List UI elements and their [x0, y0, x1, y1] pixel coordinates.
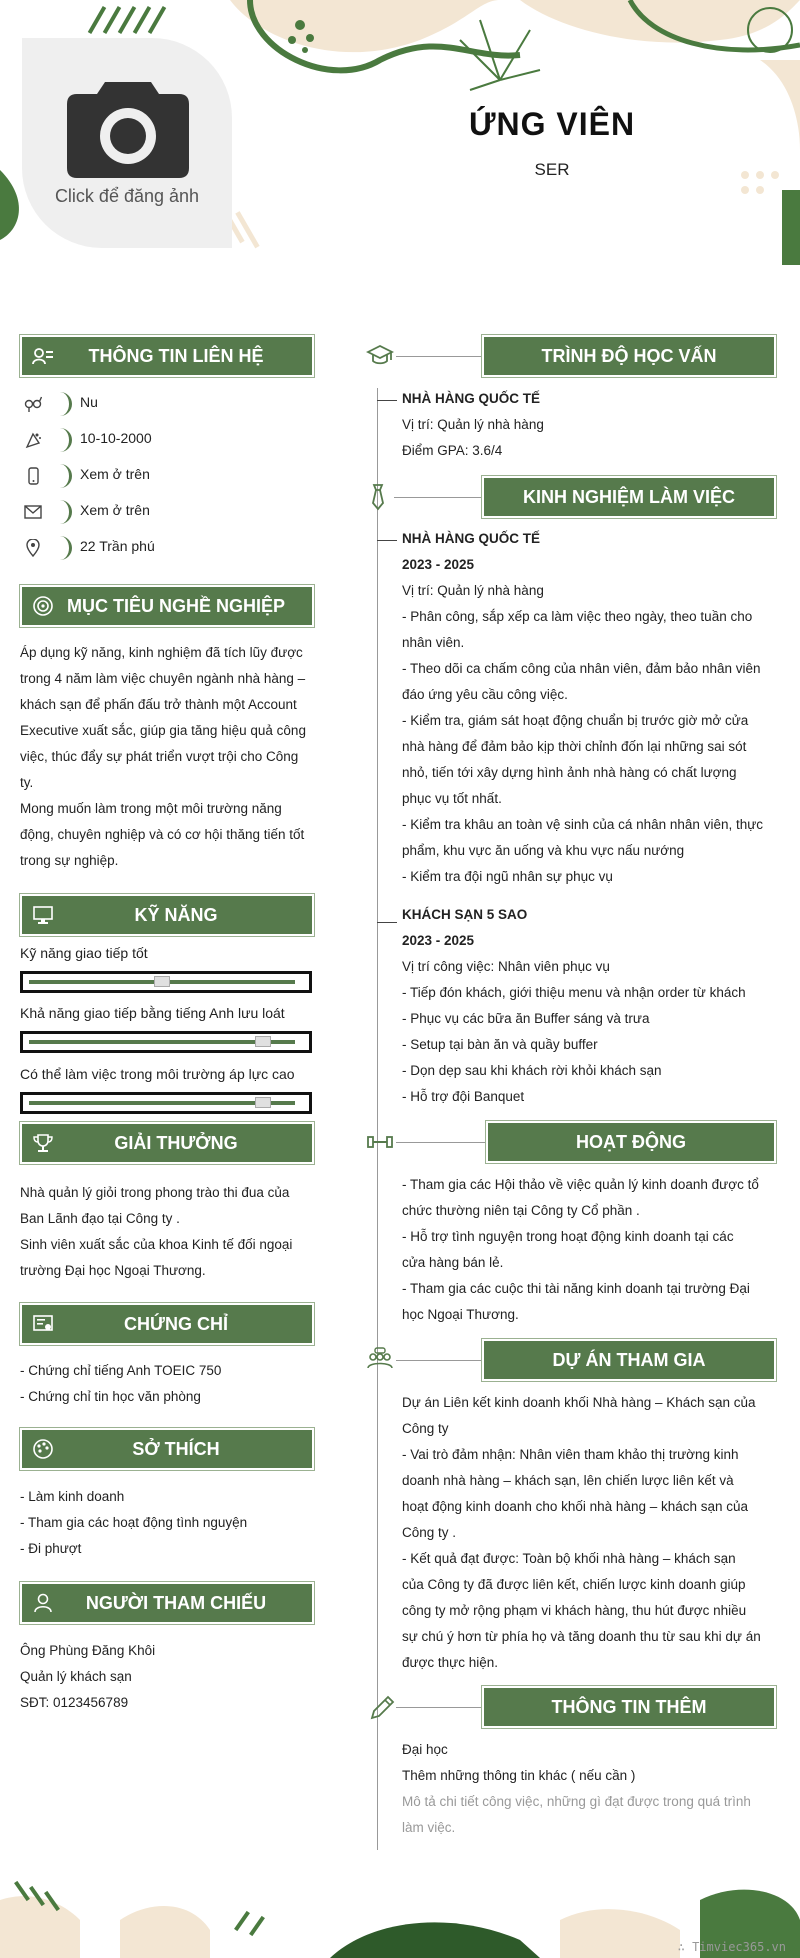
phone-icon: [24, 467, 42, 485]
hobbies-title: SỞ THÍCH: [132, 1438, 220, 1459]
activities-title: HOẠT ĐỘNG: [576, 1131, 686, 1152]
candidate-job-title[interactable]: SER: [534, 160, 570, 179]
experience-job-1[interactable]: NHÀ HÀNG QUỐC TẾ 2023 - 2025 Vị trí: Quản lý nhà hàng - Phân công, sắp xếp ca làm việc theo ngày, theo tuần cho nhân viên. - Theo dõi ca chấm công của nhân viên, đảm bảo nhân viên đáo ứng yêu cầu công việc. - Kiểm tra, giám sát hoạt động chuẩn bị trước giờ mở cửa nhà hàng để đảm bảo kịp thời chỉnh đốn lại những sai sót nhỏ, tiến tới xây dựng hình ảnh nhà hàng có chất lượng phục vụ tốt nhất. - Kiểm tra khâu an toàn vệ sinh của cá nhân nhân viên, thực phẩm, khu vực ăn uống và khu vực nấu nướng - Kiểm tra đội ngũ nhân sự phục vụ: [402, 531, 764, 884]
activities-text[interactable]: - Tham gia các Hội thảo về việc quản lý kinh doanh được tổ chức thường niên tại Công ty Cổ phần . - Hỗ trợ tình nguyện trong hoạt động kinh doanh tại các cửa hàng bán lẻ. - Tham gia các cuộc thi tài năng kinh doanh tại trường Đại học Ngoại Thương.: [402, 1177, 759, 1322]
hobbies-text[interactable]: - Làm kinh doanh - Tham gia các hoạt động tình nguyện - Đi phượt: [20, 1489, 248, 1556]
certificates-section-header: [22, 1305, 312, 1343]
timeline-tick: [377, 540, 397, 541]
team-icon: [366, 1346, 394, 1374]
skill-name[interactable]: Khả năng giao tiếp bằng tiếng Anh lưu loát: [20, 1005, 285, 1021]
address-value[interactable]: 22 Trần phú: [80, 538, 155, 554]
contact-email: [20, 500, 320, 526]
tie-icon: [364, 483, 392, 511]
timeline-tick: [377, 400, 397, 401]
awards-text[interactable]: Nhà quản lý giỏi trong phong trào thi đua của Ban Lãnh đạo tại Công ty . Sinh viên xuất sắc của khoa Kinh tế đối ngoại trường Đại học Ngoại Thương.: [20, 1185, 293, 1278]
dumbbell-icon: [366, 1128, 394, 1156]
skill-knob[interactable]: [154, 976, 170, 987]
certificates-text[interactable]: - Chứng chỉ tiếng Anh TOEIC 750 - Chứng chỉ tin học văn phòng: [20, 1363, 222, 1404]
timeline-line: [377, 388, 378, 1850]
objective-text[interactable]: Áp dụng kỹ năng, kinh nghiệm đã tích lũy được trong 4 năm làm việc chuyên ngành nhà hàng – khách sạn để phấn đấu trở thành một Account Executive xuất sắc, giúp gia tăng hiệu quả công việc, thúc đẩy sự phát triển vượt trội cho Công ty. Mong muốn làm trong một môi trường năng động, chuyên nghiệp và có cơ hội thăng tiến tốt trong sự nghiệp.: [20, 645, 306, 868]
pencil-icon: [368, 1694, 396, 1722]
timeline-connector: [394, 497, 482, 498]
activities-section-header: [488, 1123, 774, 1161]
certificate-icon: [32, 1313, 54, 1335]
skills-section-header: [22, 896, 312, 934]
hobbies-section-header: [22, 1430, 312, 1468]
watermark: ∴ Timviec365.vn: [677, 1940, 786, 1954]
awards-title: GIẢI THƯỞNG: [114, 1132, 238, 1153]
contact-section-header: [22, 337, 312, 375]
skill-bar[interactable]: [20, 971, 312, 993]
email-value[interactable]: Xem ở trên: [80, 502, 150, 518]
birthday-icon: [24, 431, 42, 449]
skill-name[interactable]: Kỹ năng giao tiếp tốt: [20, 945, 148, 961]
contact-phone: [20, 464, 320, 490]
palette-icon: [32, 1438, 54, 1460]
birthday-value[interactable]: 10-10-2000: [80, 430, 152, 446]
skills-title: KỸ NĂNG: [134, 904, 218, 925]
additional-title: THÔNG TIN THÊM: [551, 1696, 707, 1717]
phone-value[interactable]: Xem ở trên: [80, 466, 150, 482]
contact-birthday: [20, 428, 320, 454]
contact-card-icon: [32, 345, 54, 367]
certificates-title: CHỨNG CHỈ: [124, 1313, 228, 1334]
timeline-connector: [396, 1360, 484, 1361]
education-text[interactable]: NHÀ HÀNG QUỐC TẾ Vị trí: Quản lý nhà hàng Điểm GPA: 3.6/4: [402, 391, 544, 458]
gender-icon: [24, 395, 42, 413]
email-icon: [24, 503, 42, 521]
education-section-header: [484, 337, 774, 375]
skill-knob[interactable]: [255, 1097, 271, 1108]
references-section-header: [22, 1584, 312, 1622]
experience-job-2[interactable]: KHÁCH SẠN 5 SAO 2023 - 2025 Vị trí công việc: Nhân viên phục vụ - Tiếp đón khách, giới thiệu menu và nhận order từ khách - Phục vụ các bữa ăn Buffer sáng và trưa - Setup tại bàn ăn và quầy buffer - Dọn dẹp sau khi khách rời khỏi khách sạn - Hỗ trợ đội Banquet: [402, 907, 746, 1104]
candidate-name[interactable]: ỨNG VIÊN: [468, 106, 636, 142]
additional-section-header: [484, 1688, 774, 1726]
experience-title: KINH NGHIỆM LÀM VIỆC: [522, 486, 735, 507]
projects-text[interactable]: Dự án Liên kết kinh doanh khối Nhà hàng – Khách sạn của Công ty - Vai trò đảm nhận: Nhân viên tham khảo thị trường kinh doanh nhà hàng – khách sạn, lên chiến lược liên kết và hoạt động kinh doanh cho khối nhà hàng – khách sạn của Công ty . - Kết quả đạt được: Toàn bộ khối nhà hàng – khách sạn của Công ty đã được liên kết, chiến lược kinh doanh giúp công ty mở rộng phạm vi khách hàng, thu hút được nhiều sự chú ý hơn từ phía họ và tăng doanh thu từ sau khi dự án được thực hiện.: [402, 1395, 761, 1670]
skill-knob[interactable]: [255, 1036, 271, 1047]
person-icon: [32, 1592, 54, 1614]
additional-text[interactable]: Đại học Thêm những thông tin khác ( nếu cần ) Mô tả chi tiết công việc, những gì đạt được trong quá trình làm việc.: [402, 1742, 751, 1835]
references-title: NGƯỜI THAM CHIẾU: [85, 1592, 267, 1613]
references-text[interactable]: Ông Phùng Đăng Khôi Quản lý khách sạn SĐT: 0123456789: [20, 1643, 156, 1710]
contact-address: [20, 536, 320, 562]
photo-upload-label: Click để đăng ảnh: [54, 186, 200, 206]
gender-value[interactable]: Nu: [80, 394, 98, 410]
education-title: TRÌNH ĐỘ HỌC VẤN: [541, 345, 717, 366]
contact-title: THÔNG TIN LIÊN HỆ: [88, 345, 264, 366]
camera-icon: [67, 72, 189, 178]
projects-section-header: [484, 1341, 774, 1379]
timeline-connector: [396, 356, 482, 357]
location-icon: [24, 539, 42, 557]
timeline-connector: [396, 1707, 484, 1708]
awards-section-header: [22, 1124, 312, 1162]
photo-upload[interactable]: [22, 38, 232, 248]
objective-title: MỤC TIÊU NGHỀ NGHIỆP: [66, 595, 285, 616]
experience-section-header: [484, 478, 774, 516]
skill-bar[interactable]: [20, 1092, 312, 1114]
graduation-cap-icon: [366, 342, 394, 370]
target-icon: [32, 595, 54, 617]
skill-bar[interactable]: [20, 1031, 312, 1053]
skill-name[interactable]: Có thể làm việc trong môi trường áp lực cao: [20, 1066, 295, 1082]
objective-section-header: [22, 587, 312, 625]
timeline-tick: [377, 922, 397, 923]
contact-gender: [20, 392, 320, 418]
monitor-icon: [32, 904, 54, 926]
trophy-icon: [32, 1132, 54, 1154]
projects-title: DỰ ÁN THAM GIA: [552, 1349, 706, 1370]
timeline-connector: [396, 1142, 486, 1143]
